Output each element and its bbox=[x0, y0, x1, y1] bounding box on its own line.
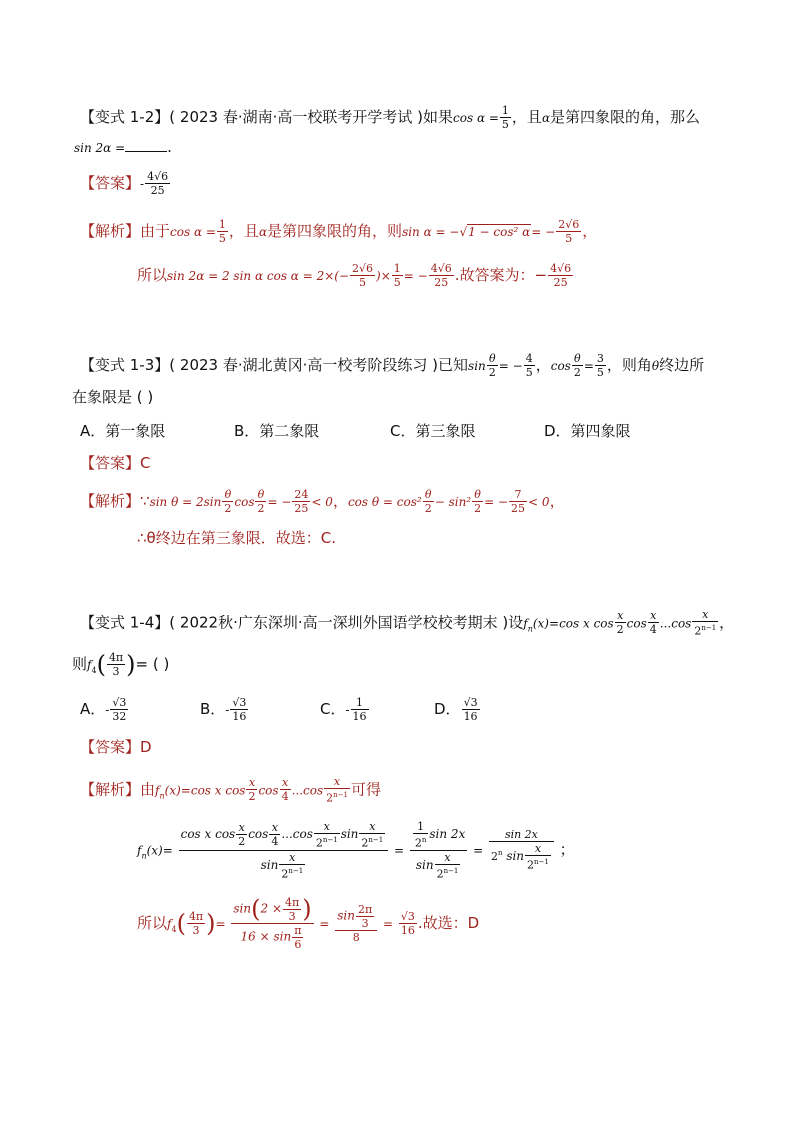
q2-frac-1-5: $\frac{1}{5}$ bbox=[501, 104, 509, 131]
q2-b-frac-4root6: $\frac{4√6}{25}$ bbox=[430, 262, 452, 289]
q2-a-sqrt: 1 − cos² α bbox=[468, 225, 531, 239]
q3-option-b: B．第二象限 bbox=[234, 422, 320, 440]
q2-b-frac-2root6: $\frac{2√6}{5}$ bbox=[352, 262, 374, 289]
q2-analysis-line1: 【解析】由于cos α = $\frac{1}{5}$ ，且α是第四象限的角，则sin α = −√1 − cos² α= − $\frac{2√6}{5}$ ， bbox=[80, 218, 598, 245]
q3-a-frac-1: $\frac{\theta}{2}$ bbox=[224, 488, 232, 515]
q4-option-d: D． $\frac{√3}{16}$ bbox=[434, 696, 478, 723]
q4-answer: 【答案】D bbox=[80, 738, 152, 756]
q3-option-a: A．第一象限 bbox=[80, 422, 166, 440]
q2-answer-frac: $\frac{4√6}{25}$ bbox=[147, 170, 169, 197]
q2-stem-b: ，且 bbox=[511, 108, 542, 126]
q2-answer: 【答案】- $\frac{4√6}{25}$ bbox=[80, 170, 169, 197]
q2-b-frac-1-5: $\frac{1}{5}$ bbox=[393, 262, 401, 289]
q4-analysis-line3: 所以$f_4$( $\frac{4\pi}{3}$ )= sin(2 × $\frac{4\pi}{3}$ ) 16 × sin $\frac{\pi}{6}$ = sin $\frac{2\pi}{3}$ 8 = $\frac{√3}{16}$ .故选：D bbox=[137, 895, 480, 951]
q3-analysis-line2: ∴θ终边在第三象限．故选：C. bbox=[137, 529, 336, 547]
q4-answer-value: D bbox=[140, 738, 152, 756]
q4-source: ( 2022秋·广东深圳·高一深圳外国语学校校考期末 ) bbox=[169, 613, 509, 632]
q4-frac-x-4: $\frac{x}{4}$ bbox=[649, 609, 657, 637]
q4-a-frac-sin2pi: sin $\frac{2\pi}{3}$ 8 bbox=[335, 903, 377, 944]
q3-answer-value: C bbox=[140, 454, 151, 472]
q4-a-bigfrac-1: cos x cos $\frac{x}{2}$ cos $\frac{x}{4}$ ...cos $\frac{x}{2^{n-1}}$ sin $\frac{x}{2^{n-1}}$ sin $\frac{x}{2^{n-1}}$ bbox=[179, 820, 389, 880]
q3-frac-theta-2b: $\frac{\theta}{2}$ bbox=[573, 352, 581, 379]
q2-analysis-line2: 所以sin 2α = 2 sin α cos α = 2×(− $\frac{2√6}{5}$ )× $\frac{1}{5}$ = − $\frac{4√6}{25}$ .故答案为：− $\frac{4√6}{25}$ bbox=[137, 262, 572, 289]
q2-a-frac-1-5: $\frac{1}{5}$ bbox=[218, 218, 226, 245]
q2-a-frac-2root6: $\frac{2√6}{5}$ bbox=[558, 218, 580, 245]
q2-label: 【变式 1-2】 bbox=[80, 108, 170, 126]
q2-stem-line1 bbox=[80, 104, 700, 131]
q3-stem-line2: 在象限是 ( ) bbox=[72, 388, 154, 406]
q3-option-d: D．第四象限 bbox=[544, 422, 631, 440]
q3-analysis-line1: 【解析】∵sin θ = 2sin $\frac{\theta}{2}$ cos $\frac{\theta}{2}$ = − $\frac{24}{25}$ < 0，cos θ = cos² $\frac{\theta}{2}$ − sin² $\frac{\theta}{2}$ = − $\frac{7}{25}$ < 0， bbox=[80, 488, 565, 515]
q2-sin2a: sin 2α = bbox=[74, 141, 126, 155]
q4-a-bigfrac-3: sin 2x 2$^n$ sin $\frac{x}{2^{n-1}}$ bbox=[489, 828, 554, 872]
q3-source: ( 2023 春·湖北黄冈·高一校考阶段练习 ) bbox=[169, 356, 439, 374]
q3-frac-4-5: $\frac{4}{5}$ bbox=[525, 352, 533, 379]
q2-answer-tag: 【答案】 bbox=[80, 174, 141, 192]
q2-source: ( 2023 春·湖南·高一校联考开学考试 ) bbox=[169, 108, 424, 126]
q4-label: 【变式 1-4】 bbox=[80, 613, 170, 632]
q3-answer: 【答案】C bbox=[80, 454, 151, 472]
q2-stem-line2: sin 2α = . bbox=[74, 138, 172, 156]
q3-stem-line1: 【变式 1-3】( 2023 春·湖北黄冈·高一校考阶段练习 )已知sin $\frac{\theta}{2}$ = − $\frac{4}{5}$ ，cos $\frac{\theta}{2}$ = $\frac{3}{5}$ ，则角θ终边所 bbox=[80, 352, 705, 379]
q4-analysis-line1: 【解析】由$f_n(x)=\cos$ x cos $\frac{x}{2}$ cos $\frac{x}{4}$ ...cos $\frac{x}{2^{n-1}}$ 可得 bbox=[80, 775, 381, 805]
q3-a-frac-3: $\frac{\theta}{2}$ bbox=[424, 488, 432, 515]
q2-alpha: α bbox=[541, 111, 551, 125]
q4-a-frac-result: $\frac{√3}{16}$ bbox=[400, 910, 415, 937]
q4-analysis-line2: $f_n(x)=$ cos x cos $\frac{x}{2}$ cos $\frac{x}{4}$ ...cos $\frac{x}{2^{n-1}}$ sin $\frac{x}{2^{n-1}}$ sin $\frac{x}{2^{n-1}}$ = $\frac{1}{2^n}$ sin 2x sin $\frac{x}{2^{n-1}}$ = sin 2x 2$^n$ sin $\frac{x}{2^{n-1}}$ ； bbox=[137, 820, 575, 881]
q3-a-frac-7-25: $\frac{7}{25}$ bbox=[511, 488, 526, 515]
q2-b-frac-final: $\frac{4√6}{25}$ bbox=[550, 262, 572, 289]
q3-a-frac-4: $\frac{\theta}{2}$ bbox=[474, 488, 482, 515]
q3-label: 【变式 1-3】 bbox=[80, 356, 170, 374]
q3-frac-3-5: $\frac{3}{5}$ bbox=[596, 352, 604, 379]
q3-a-frac-2: $\frac{\theta}{2}$ bbox=[257, 488, 265, 515]
q2-stem-c: 是第四象限的角，那么 bbox=[550, 108, 701, 126]
q3-frac-theta-2: $\frac{\theta}{2}$ bbox=[488, 352, 496, 379]
q4-a-bigfrac-2: $\frac{1}{2^n}$ sin 2x sin $\frac{x}{2^{n-1}}$ bbox=[410, 820, 467, 880]
q4-frac-4pi-3: $\frac{4\pi}{3}$ bbox=[108, 651, 124, 678]
q4-option-c: C．- $\frac{1}{16}$ bbox=[320, 696, 367, 723]
q3-option-c: C．第三象限 bbox=[390, 422, 476, 440]
q4-frac-x-2: $\frac{x}{2}$ bbox=[616, 609, 624, 637]
q4-a-frac-sin: sin(2 × $\frac{4\pi}{3}$ ) 16 × sin $\frac{\pi}{6}$ bbox=[233, 895, 312, 951]
q4-frac-x-2n: $\frac{x}{2^{n-1}}$ bbox=[694, 608, 717, 638]
q2-stem-a: 如果 bbox=[423, 108, 454, 126]
q4-option-a: A．- $\frac{√3}{32}$ bbox=[80, 696, 127, 723]
q4-stem-line2: 则$f_4$( $\frac{4\pi}{3}$ )= ( ) bbox=[72, 650, 170, 679]
q3-a-frac-24-25: $\frac{24}{25}$ bbox=[294, 488, 309, 515]
q4-stem-line1: 【变式 1-4】( 2022秋·广东深圳·高一深圳外国语学校校考期末 )设$f_n(x)=\cos$ x cos $\frac{x}{2}$ cos $\frac{x}{4}$ ...cos $\frac{x}{2^{n-1}}$ ， bbox=[80, 608, 735, 638]
q2-cos-alpha: cos α = bbox=[453, 111, 499, 125]
q4-option-b: B．- $\frac{√3}{16}$ bbox=[200, 696, 247, 723]
q2-answer-blank bbox=[125, 139, 167, 152]
q2-analysis-tag: 【解析】 bbox=[80, 222, 141, 240]
